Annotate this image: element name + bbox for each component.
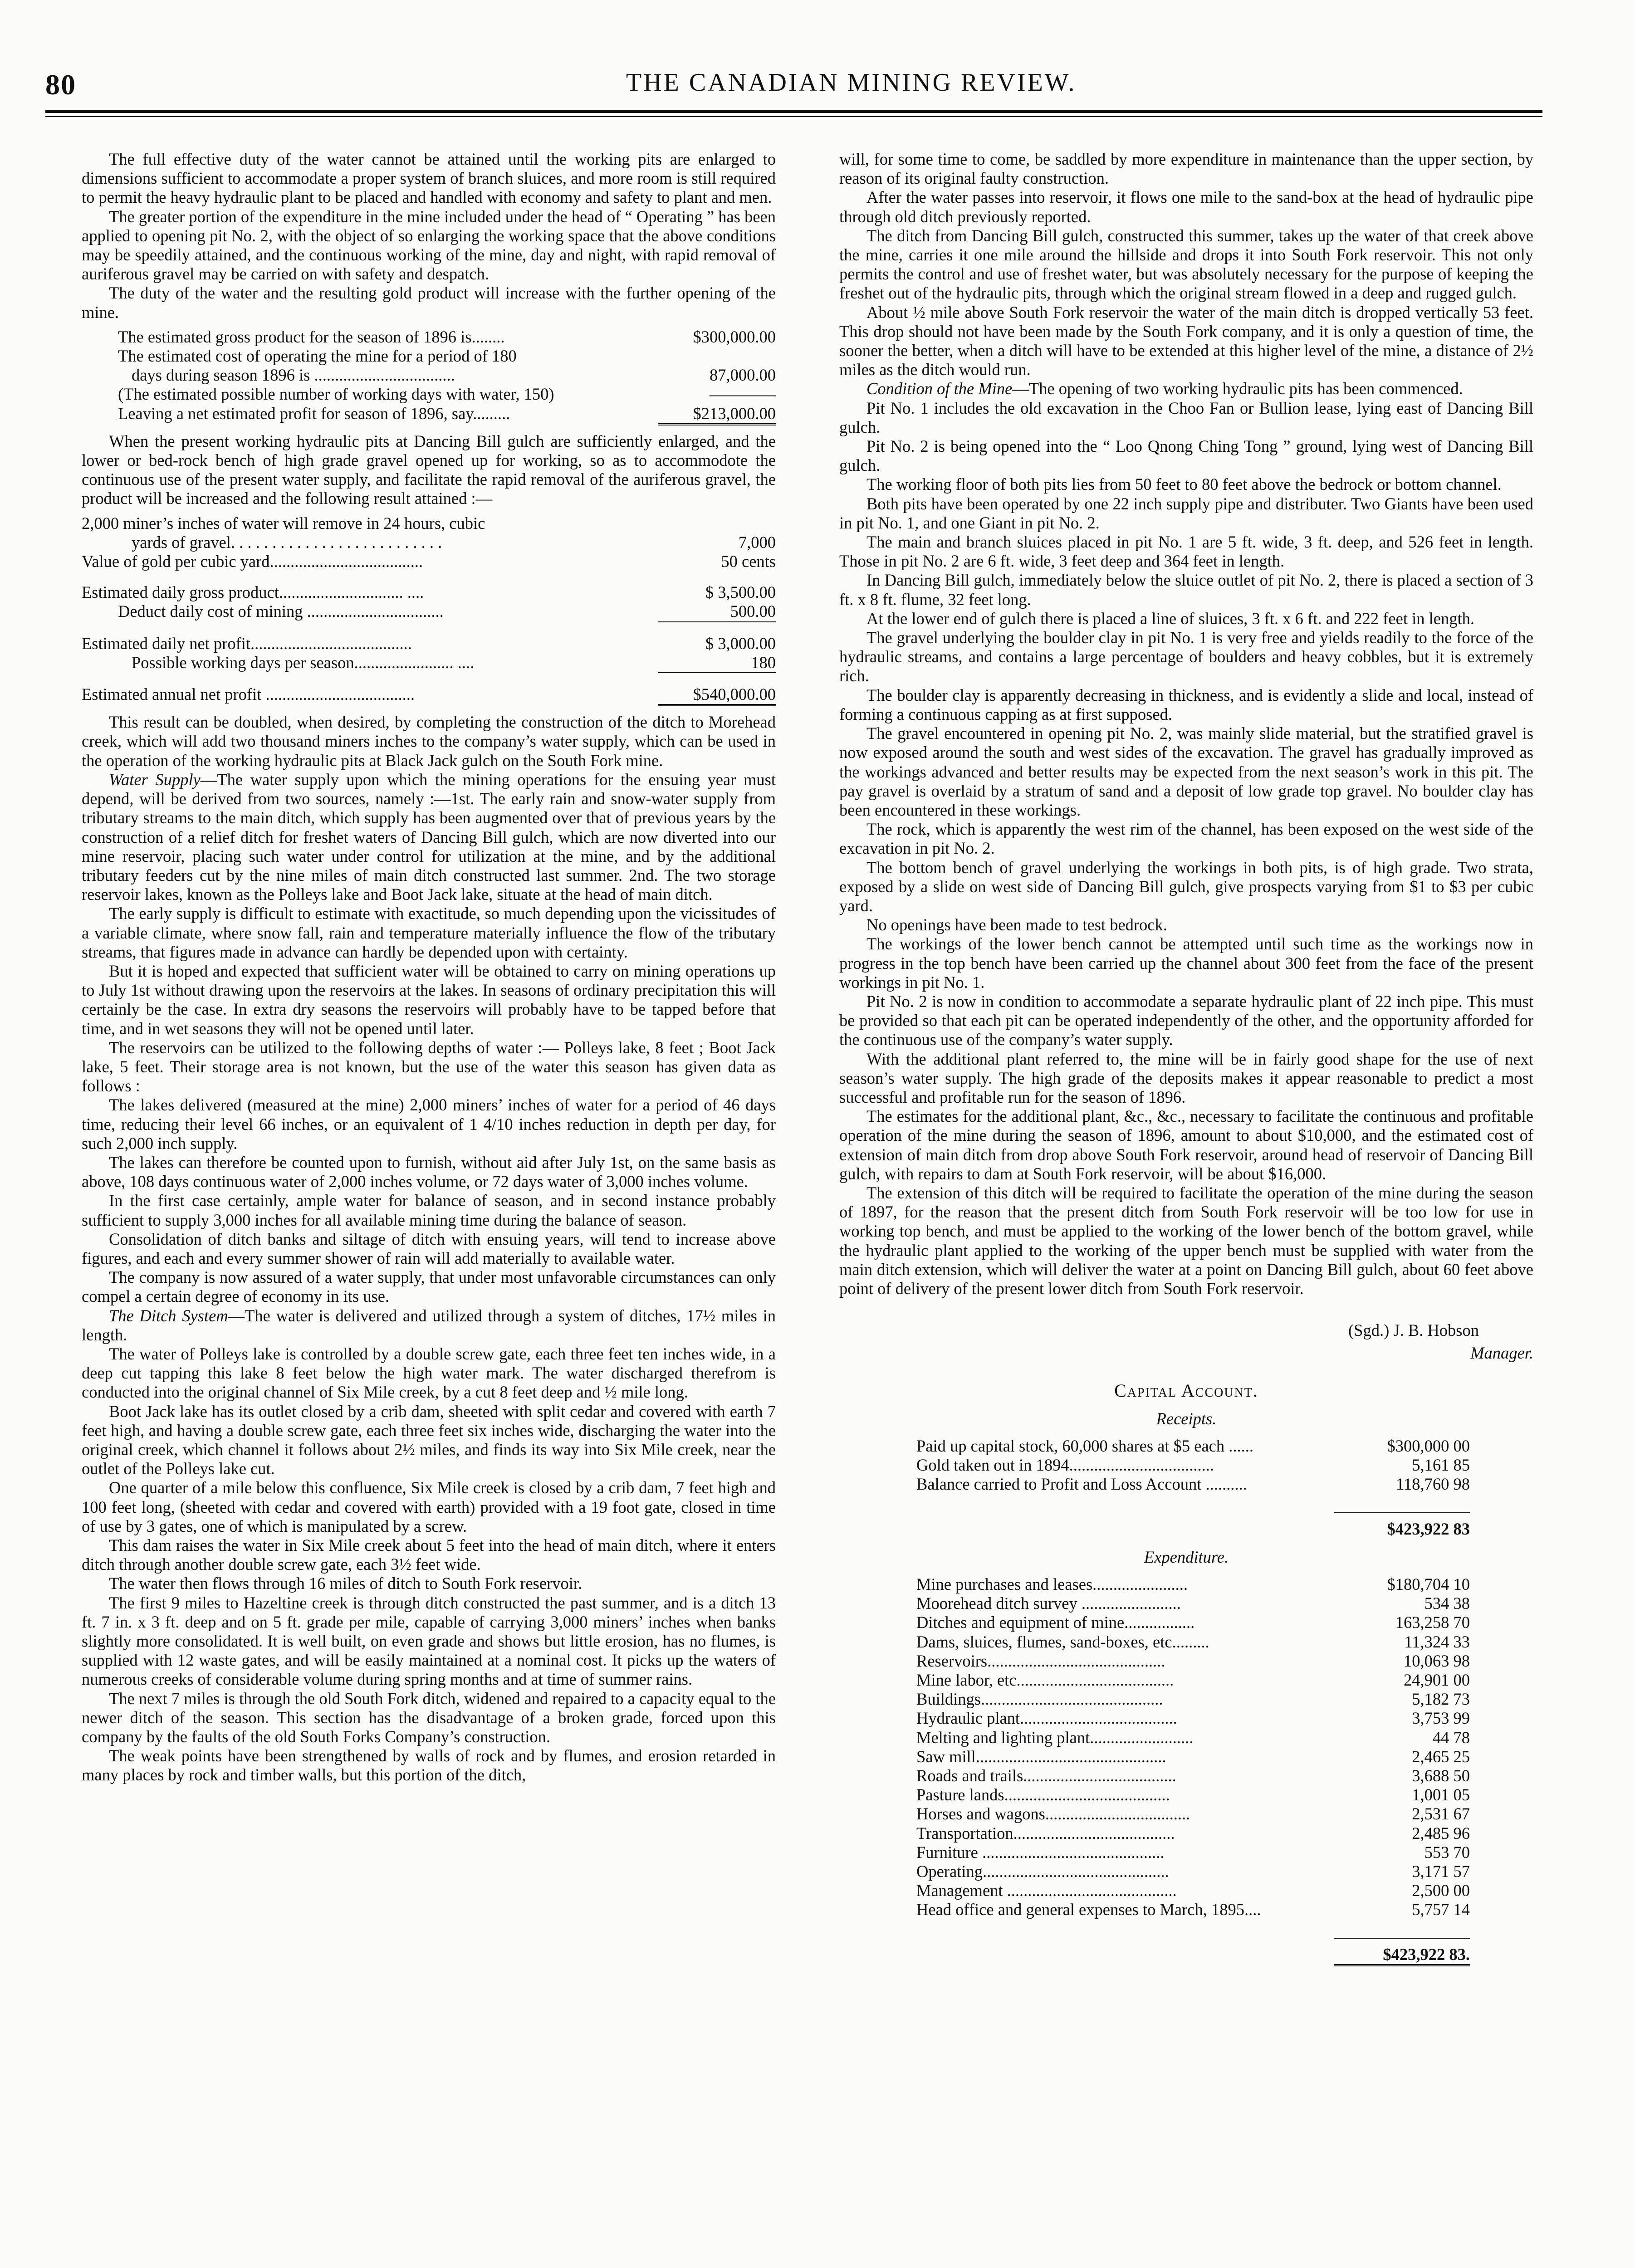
- paragraph: The water of Polleys lake is controlled by a double screw gate, each three feet ten inches wide, in a deep cut tapping this lake 8 feet below the high water mark. The water discharged therefrom is conducted into the original channel of Six Mile creek, by a cut 8 feet deep and ½ mile long.: [82, 1344, 776, 1402]
- right-column: [839, 150, 1533, 1966]
- expenditure-table: [916, 1575, 1470, 1966]
- paragraph: When the present working hydraulic pits at Dancing Bill gulch are sufficiently enlarged, and the lower or bed-rock bench of high grade gravel opened up for working, so as to accommodote the continuous use of the present water supply, and facilitate the rapid removal of the auriferous gravel, the product will be increased and the following result attained :—: [82, 431, 776, 508]
- account-row: Mine labor, etc...................................... 24,901 00: [916, 1671, 1470, 1690]
- paragraph: The duty of the water and the resulting gold product will increase with the further opening of the mine.: [82, 284, 776, 322]
- account-row: Melting and lighting plant......................... 44 78: [916, 1728, 1470, 1747]
- receipts-total: $423,922 83: [916, 1512, 1470, 1539]
- account-row: Ditches and equipment of mine................. 163,258 70: [916, 1613, 1470, 1632]
- paragraph: Pit No. 2 is now in condition to accommodate a separate hydraulic plant of 22 inch pipe. This must be provided so that each pit can be operated independently of the other, and the opportunity afforded for the continuous use of the company’s water supply.: [839, 992, 1533, 1049]
- paragraph: The extension of this ditch will be required to facilitate the operation of the mine during the season of 1897, for the reason that the present ditch from South Fork reservoir will be too low for use in working top bench, and must be applied to the working of the lower bench of the bottom gravel, while the hydraulic plant applied to the working of the upper bench must be supplied with water from the main ditch extension, which will deliver the water at a point on Dancing Bill gulch, about 60 feet above point of delivery of the present lower ditch from South Fork reservoir.: [839, 1183, 1533, 1298]
- paragraph: The gravel underlying the boulder clay in pit No. 1 is very free and yields readily to the force of the hydraulic streams, and contains a large percentage of boulders and heavy cobbles, but it is extremely rich.: [839, 628, 1533, 685]
- estimate-row: Estimated daily gross product.............................. .... $ 3,500.00: [82, 583, 776, 602]
- paragraph: At the lower end of gulch there is placed a line of sluices, 3 ft. x 6 ft. and 222 feet in length.: [866, 609, 1474, 628]
- account-row: Balance carried to Profit and Loss Account .......... 118,760 98: [916, 1475, 1470, 1494]
- estimate-row: (The estimated possible number of working days with water, 150) ————: [118, 385, 776, 404]
- paragraph: The bottom bench of gravel underlying the workings in both pits, is of high grade. Two strata, exposed by a slide on west side of Dancing Bill gulch, give prospects varying from $1 to $3 per cubic yard.: [839, 858, 1533, 915]
- paragraph: The main and branch sluices placed in pit No. 1 are 5 ft. wide, 3 ft. deep, and 526 feet in length. Those in pit No. 2 are 6 ft. wide, 3 feet deep and 364 feet in length.: [839, 533, 1533, 571]
- paragraph: The Ditch System—The water is delivered and utilized through a system of ditches, 17½ miles in length.: [82, 1306, 776, 1344]
- account-row: Saw mill.............................................. 2,465 25: [916, 1747, 1470, 1766]
- paragraph: With the additional plant referred to, the mine will be in fairly good shape for the use of next season’s water supply. The high grade of the deposits makes it appear reasonable to predict a most successful and profitable run for the season of 1896.: [839, 1049, 1533, 1106]
- paragraph: The lakes delivered (measured at the mine) 2,000 miners’ inches of water for a period of 46 days time, reducing their level 66 inches, or an equivalent of 1 4/10 inches reduction in depth per day, for such 2,000 inch supply.: [82, 1095, 776, 1153]
- estimate-row: Possible working days per season........................ .... 180: [82, 653, 776, 673]
- account-row: Reservoirs........................................... 10,063 98: [916, 1651, 1470, 1670]
- paragraph: In Dancing Bill gulch, immediately below the sluice outlet of pit No. 2, there is placed a section of 3 ft. x 8 ft. flume, 32 feet long.: [839, 571, 1533, 609]
- estimate-row: yards of gravel. . . . . . . . . . . . . . . . . . . . . . . . . . 7,000: [132, 533, 776, 552]
- paragraph: The ditch from Dancing Bill gulch, constructed this summer, takes up the water of that creek above the mine, carries it one mile around the hillside and drops it into South Fork reservoir. This not only permits the control and use of freshet water, but was absolutely necessary for the purpose of keeping the freshet out of the hydraulic pits, through which the original stream flowed in a deep and rugged gulch.: [839, 226, 1533, 303]
- paragraph: will, for some time to come, be saddled by more expenditure in maintenance than the upper section, by reason of its original faulty construction.: [839, 150, 1533, 188]
- section-heading-ditch-system: The Ditch System: [109, 1306, 228, 1325]
- account-row: Mine purchases and leases....................... $180,704 10: [916, 1575, 1470, 1594]
- account-row: Paid up capital stock, 60,000 shares at $5 each ...... $300,000 00: [916, 1437, 1470, 1455]
- paragraph: Consolidation of ditch banks and siltage of ditch with ensuing years, will tend to increase above figures, and each and every summer shower of rain will add materially to available water.: [82, 1229, 776, 1267]
- paragraph: The boulder clay is apparently decreasing in thickness, and is evidently a slide and local, instead of forming a continuous capping as at first supposed.: [839, 685, 1533, 723]
- receipts-heading: Receipts.: [1156, 1409, 1217, 1428]
- account-row: Roads and trails..................................... 3,688 50: [916, 1766, 1470, 1785]
- paragraph: But it is hoped and expected that sufficient water will be obtained to carry on mining operations up to July 1st without drawing upon the reservoirs at the lakes. In seasons of ordinary precipitation this will certainly be the case. In extra dry seasons the reservoirs will probably have to be tapped before that time, and in wet seasons they will not be opened until later.: [82, 961, 776, 1038]
- account-row: Furniture ............................................ 553 70: [916, 1843, 1470, 1862]
- estimate-table-1: [82, 327, 776, 425]
- section-heading-water-supply: Water Supply: [109, 770, 201, 789]
- estimate-row: Leaving a net estimated profit for season of 1896, say......... $213,000.00: [82, 404, 776, 425]
- page-number: 80: [45, 68, 76, 101]
- signature-title: Manager.: [1470, 1344, 1533, 1363]
- account-row: Management ......................................... 2,500 00: [916, 1881, 1470, 1900]
- paragraph: No openings have been made to test bedrock.: [866, 915, 1167, 934]
- account-row: Moorehead ditch survey ........................ 534 38: [916, 1594, 1470, 1613]
- capital-account-heading: Capital Account.: [1114, 1380, 1258, 1401]
- paragraph: This dam raises the water in Six Mile creek about 5 feet into the head of main ditch, where it enters ditch through another double screw gate, each 3½ feet wide.: [82, 1536, 776, 1574]
- paragraph: One quarter of a mile below this confluence, Six Mile creek is closed by a crib dam, 7 feet high and 100 feet long, (sheeted with cedar and covered with earth) provided with a 19 foot gate, closed in time of use by 3 gates, one of which is manipulated by a screw.: [82, 1478, 776, 1535]
- paragraph: The company is now assured of a water supply, that under most unfavorable circumstances can only compel a certain degree of economy in its use.: [82, 1268, 776, 1306]
- paragraph: The working floor of both pits lies from 50 feet to 80 feet above the bedrock or bottom channel.: [866, 475, 1502, 494]
- header-rule: [45, 110, 1542, 113]
- paragraph: The gravel encountered in opening pit No. 2, was mainly slide material, but the stratified gravel is now exposed around the south and west sides of the excavation. The gravel has gradually improved as the workings advanced and better results may be expected from the next season’s work in this pit. The pay gravel is overlaid by a stratum of sand and a deposit of low grade top gravel. No boulder clay has been encountered in these workings.: [839, 724, 1533, 819]
- account-row: Hydraulic plant...................................... 3,753 99: [916, 1709, 1470, 1728]
- paragraph: After the water passes into reservoir, it flows one mile to the sand-box at the head of hydraulic pipe through old ditch previously reported.: [839, 188, 1533, 226]
- account-row: Operating............................................. 3,171 57: [916, 1862, 1470, 1881]
- paragraph: The next 7 miles is through the old South Fork ditch, widened and repaired to a capacity equal to the newer ditch of the season. This section has the disadvantage of a broken grade, forced upon this company by the faults of the old South Forks Company’s construction.: [82, 1689, 776, 1746]
- estimate-row: Estimated annual net profit .................................... $540,000.00: [82, 685, 776, 706]
- paragraph: The weak points have been strengthened by walls of rock and by flumes, and erosion retarded in many places by rock and timber walls, but this portion of the ditch,: [82, 1746, 776, 1784]
- paragraph: The first 9 miles to Hazeltine creek is through ditch constructed the past summer, and is a ditch 13 ft. 7 in. x 3 ft. deep and on 5 ft. grade per mile, capable of carrying 3,000 miners’ inches when banks slightly more consolidated. It is well built, on even grade and shows but little erosion, has no flumes, is supplied with 12 waste gates, and will be easily maintained at a nominal cost. It picks up the waters of numerous creeks of considerable volume during spring months and at time of summer rains.: [82, 1593, 776, 1689]
- expenditure-total: $423,922 83.: [916, 1938, 1470, 1966]
- paragraph: Both pits have been operated by one 22 inch supply pipe and distributer. Two Giants have been used in pit No. 1, and one Giant in pit No. 2.: [839, 494, 1533, 532]
- paragraph: The lakes can therefore be counted upon to furnish, without aid after July 1st, on the same basis as above, 108 days continuous water of 2,000 inches volume, or 72 days water of 3,000 inches volume.: [82, 1153, 776, 1191]
- estimate-row: The estimated cost of operating the mine for a period of 180: [118, 347, 517, 366]
- expenditure-heading: Expenditure.: [1144, 1547, 1229, 1566]
- paragraph: The early supply is difficult to estimate with exactitude, so much depending upon the vicissitudes of a variable climate, where snow fall, rain and temperature materially influence the flow of the tributary streams, that figures made in advance can hardly be depended upon with certainty.: [82, 904, 776, 961]
- header-rule-thin: [45, 116, 1542, 117]
- estimate-row: 2,000 miner’s inches of water will remove in 24 hours, cubic: [82, 513, 485, 533]
- account-row: Pasture lands........................................ 1,001 05: [916, 1785, 1470, 1804]
- account-row: Head office and general expenses to March, 1895.... 5,757 14: [916, 1900, 1470, 1919]
- section-heading-condition: Condition of the Mine: [866, 379, 1013, 398]
- receipts-table: [916, 1437, 1470, 1539]
- account-row: Buildings............................................ 5,182 73: [916, 1690, 1470, 1709]
- running-title: THE CANADIAN MINING REVIEW.: [626, 68, 1077, 97]
- paragraph: The estimates for the additional plant, &c., &c., necessary to facilitate the continuous and profitable operation of the mine during the season of 1896, amount to about $10,000, and the estimated cost of extension of main ditch from drop above South Fork reservoir, around head of reservoir of Dancing Bill gulch, with repairs to dam at South Fork reservoir, will be about $16,000.: [839, 1107, 1533, 1183]
- account-row: Transportation....................................... 2,485 96: [916, 1823, 1470, 1843]
- paragraph: Boot Jack lake has its outlet closed by a crib dam, sheeted with split cedar and covered with earth 7 feet high, and having a double screw gate, each three feet six inches wide, discharging the water into the original creek, which channel it follows about 2½ miles, and finds its way into Six Mile creek, near the outlet of the Polleys lake cut.: [82, 1402, 776, 1478]
- estimate-row: Deduct daily cost of mining ................................. 500.00: [82, 602, 776, 622]
- paragraph: The workings of the lower bench cannot be attempted until such time as the workings now in progress in the top bench have been carried up the channel about 300 feet from the face of the present workings in pit No. 1.: [839, 934, 1533, 992]
- estimate-table-2: [82, 514, 776, 707]
- paragraph: In the first case certainly, ample water for balance of season, and in second instance probably sufficient to supply 3,000 inches for all available mining time during the balance of season.: [82, 1191, 776, 1229]
- estimate-row: days during season 1896 is .................................. 87,000.00: [132, 366, 776, 385]
- paragraph: About ½ mile above South Fork reservoir the water of the main ditch is dropped vertically 53 feet. This drop should not have been made by the South Fork company, and it is only a question of time, the sooner the better, when a ditch will have to be extended at this higher level of the mine, a distance of 2½ miles as the ditch would run.: [839, 303, 1533, 379]
- paragraph: Condition of the Mine—The opening of two working hydraulic pits has been commenced.: [866, 379, 1463, 398]
- paragraph: Water Supply—The water supply upon which the mining operations for the ensuing year must depend, will be derived from two sources, namely :—1st. The early rain and snow-water supply from tributary streams to the main ditch, which supply has been augmented over that of previous years by the construction of a relief ditch for freshet waters of Dancing Bill gulch, which are now diverted into our mine reservoir, placing such water under control for utilization at the mine, and by the additional tributary feeders cut by the nine miles of main ditch constructed last summer. 2nd. The two storage reservoir lakes, known as the Polleys lake and Boot Jack lake, situate at the head of main ditch.: [82, 770, 776, 904]
- paragraph: This result can be doubled, when desired, by completing the construction of the ditch to Morehead creek, which will add two thousand miners inches to the company’s water supply, which can be used in the operation of the working hydraulic pits at Black Jack gulch on the South Fork mine.: [82, 713, 776, 770]
- left-column: [82, 150, 776, 1785]
- paragraph: The reservoirs can be utilized to the following depths of water :— Polleys lake, 8 feet ; Boot Jack lake, 5 feet. Their storage area is not known, but the use of the water this season has given data as follows :: [82, 1038, 776, 1095]
- estimate-row: The estimated gross product for the season of 1896 is........ $300,000.00: [118, 327, 776, 346]
- estimate-row: Estimated daily net profit....................................... $ 3,000.00: [82, 634, 776, 653]
- paragraph: Pit No. 2 is being opened into the “ Loo Qnong Ching Tong ” ground, lying west of Dancing Bill gulch.: [839, 437, 1533, 475]
- account-row: Gold taken out in 1894................................... 5,161 85: [916, 1456, 1470, 1475]
- paragraph: The water then flows through 16 miles of ditch to South Fork reservoir.: [109, 1574, 583, 1593]
- signature: (Sgd.) J. B. Hobson: [1348, 1321, 1479, 1340]
- paragraph: The greater portion of the expenditure in the mine included under the head of “ Operating ” has been applied to opening pit No. 2, with the object of so enlarging the working space that the above conditions may be speedily attained, and the continuous working of the mine, day and night, with rapid removal of auriferous gravel may be carried on with safety and despatch.: [82, 207, 776, 284]
- estimate-row: Value of gold per cubic yard..................................... 50 cents: [82, 552, 776, 571]
- paragraph: Pit No. 1 includes the old excavation in the Choo Fan or Bullion lease, lying east of Dancing Bill gulch.: [839, 398, 1533, 436]
- paragraph: The full effective duty of the water cannot be attained until the working pits are enlarged to dimensions sufficient to accommodate a proper system of branch sluices, and more room is still required to permit the heavy hydraulic plant to be placed and handled with economy and safety to plant and men.: [82, 150, 776, 207]
- paragraph: The rock, which is apparently the west rim of the channel, has been exposed on the west side of the excavation in pit No. 2.: [839, 820, 1533, 858]
- account-row: Horses and wagons................................... 2,531 67: [916, 1804, 1470, 1823]
- account-row: Dams, sluices, flumes, sand-boxes, etc......... 11,324 33: [916, 1632, 1470, 1651]
